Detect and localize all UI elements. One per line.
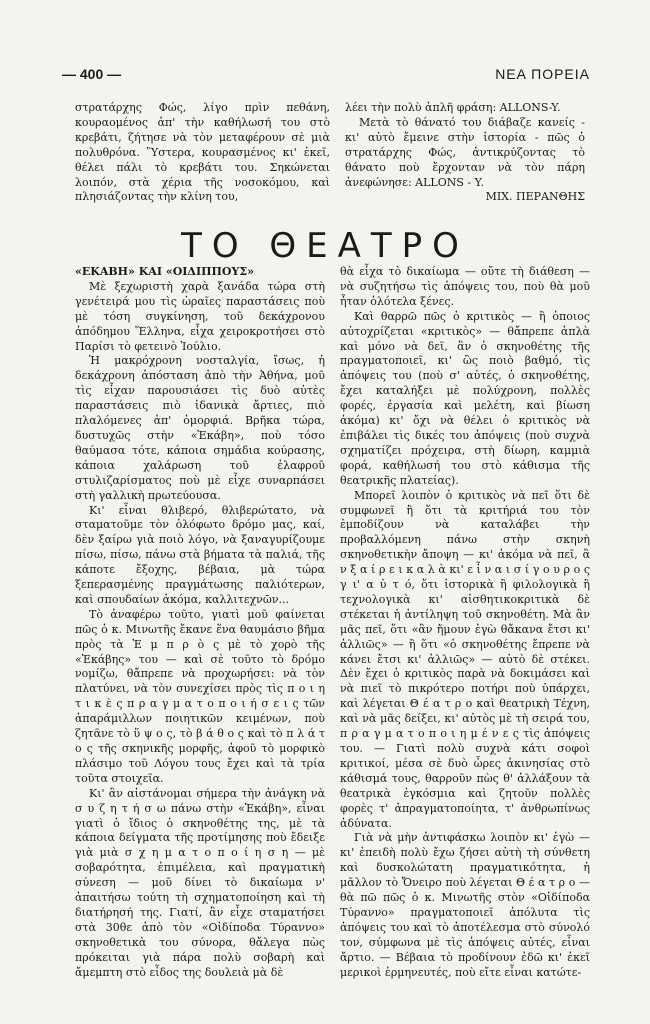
section-title: ΤΟ ΘΕΑΤΡΟ (181, 226, 469, 266)
author-signature: ΜΙΧ. ΠΕΡΑΝΘΗΣ (485, 190, 585, 204)
paragraph: στρατάρχης Φώς, λίγο πρὶν πεθάνη, κουραομένος ἀπ' τὴν καθήλωσή του στὸ κρεβάτι, ζήτησε νὰ τὸν μεταφέρουν σὲ μιὰ πολυθρόνα. Ὕστερα, κουρασμένος κι' ἐκεῖ, θέλει πάλι τὸ κρεβάτι του. Σηκώνεται λοιπόν, στὰ χέρια τῆς νοσοκόμου, καὶ πλησιάζοντας τὴν κλίνη του, (75, 101, 330, 204)
main-left-column (75, 265, 325, 981)
paragraph: Τὸ ἀναφέρω τοῦτο, γιατὶ μοῦ φαίνεται πῶς ὁ κ. Μινωτῆς ἔκανε ἕνα θαυμάσιο βῆμα πρὸς τὰ Ἐ μ π ρ ὸ ς μὲ τὸ χορὸ τῆς «Ἑκάβης» του — καὶ σὲ τοῦτο τὸ δρόμο νομίζω, θἄπρεπε νὰ προχωρήσει: νὰ τὸν πλατύνει, νὰ τὸν συνεχίσει πρὸς τὶς π ο ι η τ ι κ ὲ ς π ρ α γ μ α τ ο π ο ι ή σ ε ι ς τῶν ἀπαράμιλλων ποιητικῶν κειμένων, ποὺ ζητᾶνε τὸ ὕ ψ ο ς, τὸ β ά θ ο ς καὶ τὸ π λ ά τ ο ς τῆς σκηνικῆς μορφῆς, ἀφοῦ τὸ μορφικὸ πλάσιμο τοῦ Λόγου τους ἔχει καὶ τὰ τρία τοῦτα στοιχεῖα. (75, 607, 325, 785)
journal-title: ΝΕΑ ΠΟΡΕΙΑ (495, 66, 590, 82)
paragraph: λέει τὴν πολὺ ἁπλῆ φράση: ALLONS-Y. (345, 101, 561, 114)
paragraph: Γιὰ νὰ μὴν ἀντιφάσκω λοιπὸν κι' ἐγὼ — κι' ἐπειδὴ πολὺ ἔχω ζήσει αὐτὴ τὴ σύνθετη καὶ δυσκολώτατη πραγματικότητα, ἡ μᾶλλον τὸ Ὄνειρο ποὺ λέγεται Θ έ α τ ρ ο — θὰ πῶ πῶς ὁ κ. Μινωτῆς στὸν «Οἰδίποδα Τύραννο» πραγματοποιεῖ ἀπόλυτα τὶς ἀπόψεις του καὶ τὸ ἀποτέλεσμα στὸ σύνολό τον, σύμφωνα μὲ τὶς ἀπόψεις αὐτές, εἶναι ἄρτιο. — Βέβαια τὸ προδίνουν ἐδῶ κι' ἐκεῖ μερικοὶ ἑρμηνευτές, ποὺ εἴτε εἶναι κατώτε- (340, 831, 590, 979)
paragraph: Μετὰ τὸ θάνατό του διάβαζε κανείς - κι' αὐτὸ ἔμεινε στὴν ἱστορία - πῶς ὁ στρατάρχης Φώς, ἀντικρύζοντας τὸ θάνατο ποὺ ἔρχονταν νὰ τὸν πάρη ἀνεφώνησε: ALLONS - Y. (345, 115, 585, 189)
top-left-column (75, 101, 330, 205)
paragraph: Ἡ μακρόχρονη νοσταλγία, ἴσως, ἡ δεκάχρονη ἀπόσταση ἀπὸ τὴν Ἀθήνα, μοῦ τὶς εἶχαν παρουσιάσει τὶς δυὸ αὐτὲς παραστάσεις πιὸ ἰδανικὰ ἄρτιες, πιὸ πλαλόμενες ἀπ' ὁμορφιά. Βρῆκα τώρα, δυστυχῶς στὴν «Ἑκάβη», ποὺ τόσο θαύμασα τότε, κάποια σημάδια κούρασης, κάποια χαλάρωση τοῦ ἐλαφροῦ στυλιζαρίσματος ποὺ μὲ εἶχε συναρπάσει στὴ γαλλικὴ πρωτεύουσα. (75, 354, 325, 502)
paragraph: Κι' ἂν αἰστάνομαι σήμερα τὴν ἀνάγκη νὰ σ υ ζ η τ ή σ ω πάνω στὴν «Ἑκάβη», εἶναι γιατὶ ὁ ἴδιος ὁ σκηνοθέτης της, μὲ τὰ κάποια δείγματα τῆς προτίμησης ποὺ ἔδειξε γιὰ μιὰ σ χ η μ α τ ο π ο ί η σ η — μὲ σοβαρότητα, ἐπιμέλεια, καὶ πραγματικὴ σύνεση — μοῦ δίνει τὸ δικαίωμα ν' ἀπαιτήσω τούτη τὴ σχηματοποίηση καὶ τὴ διατήρησή της. Γιατί, ἂν εἶχε σταματήσει στὰ 30θε ἀπὸ τὸν «Οἰδίποδα Τύραννο» σκηνοθετικὰ του σύνορα, θἄλεγα πὼς πρόκειται γιὰ πάρα πολὺ σοβαρὴ καὶ ἄμεμπτη στὸ εἶδος της δουλειὰ μὰ δὲ (75, 786, 325, 979)
main-right-column (340, 265, 590, 981)
paragraph: Κι' εἶναι θλιβερό, θλιβερώτατο, νὰ σταματοῦμε τὸν ὁλόφωτο δρόμο μας, καί, δὲν ξαίρω γιὰ ποιὸ λόγο, νὰ ξαναγυρίζουμε πίσω, πίσω, πάνω στὰ βήματα τὰ παλιά, τῆς κάποτε ἔξοχης, βέβαια, μὰ τώρα ξεπερασμένης πραγμάτωσης παλιότερων, καὶ σπουδαίων ἀκόμα, καλλιτεχνῶν... (75, 503, 325, 606)
paragraph: Μὲ ξεχωριστὴ χαρὰ ξανάδα τώρα στὴ γενέτειρά μου τὶς ὡραῖες παραστάσεις ποὺ μὲ τόση συγκίνηση, τοῦ δεκάχρονου ἀπόδημου Ἕλληνα, εἶχα χειροκροτήσει στὸ Παρίσι τὸ φετεινὸ Ἰούλιο. (75, 279, 325, 353)
top-right-column (345, 101, 585, 205)
page-header (62, 66, 590, 86)
paragraph: θὰ εἶχα τὸ δικαίωμα — οὔτε τὴ διάθεση — νὰ συζητήσω τὶς ἀπόψεις του, ποὺ θὰ μοῦ ἦταν ὁλότελα ξένες. (340, 265, 590, 308)
article-heading: «ΕΚΑΒΗ» ΚΑΙ «ΟΙΔΙΠΠΟΥΣ» (75, 265, 254, 278)
paragraph: Μπορεῖ λοιπὸν ὁ κριτικὸς νὰ πεῖ ὅτι δὲ συμφωνεῖ ἢ ὅτι τὰ κριτήριά του τὸν ἐμποδίζουν νὰ καταλάβει τὴν προβαλλόμενη πάνω στὴν σκηνὴ σκηνοθετικὴν ἄποψη — κι' ἀκόμα νὰ πεῖ, ἂ ν ξ α ί ρ ε ι κ α λ ὰ κι' ε ἶ ν α ι σ ί γ ο υ ρ ο ς γ ι' α ὐ τ ό, ὅτι ἱστορικὰ ἢ φιλολογικὰ ἢ τεχνολογικὰ κι' αἰσθητικοκριτικὰ δὲ στέκεται ἡ ἀντίληψη τοῦ σκηνοθέτη. Μὰ ἂν μᾶς πεῖ, ὅτι «ἂν ἤμουν ἐγὼ θἄκανα ἔτσι κι' ἀλλιῶς» — ἢ ὅτι «ὁ σκηνοθέτης ἔπρεπε νὰ κάνει ἔτσι κι' ἀλλιῶς» — αὐτὸ δὲ στέκει. Δὲν ἔχει ὁ κριτικὸς παρὰ νὰ δοκιμάσει καὶ νὰ πιεῖ τὸ πικρότερο ποτήρι ποὺ ὑπάρχει, καὶ λέγεται Θ έ α τ ρ ο καὶ θεατρικὴ Τέχνη, καὶ νὰ μᾶς δείξει, κι' αὐτὸς μὲ τὴ σειρά του, π ρ α γ μ α τ ο π ο ι η μ έ ν ε ς τὶς ἀπόψεις του. — Γιατὶ πολὺ συχνὰ κάτι σοφοὶ κριτικοί, μέσα σὲ δυὸ ὧρες ἀκινησίας στὸ κάθισμά τους, θαρροῦν πὼς θ' ἀλλάξουν τὰ θεατρικὰ ἐγκόσμια καὶ ζητοῦν πολλὲς φορὲς τ' ἀπραγματοποίητα, τ' ἀνθρωπίνως ἀδύνατα. (340, 488, 590, 830)
paragraph: Καὶ θαρρῶ πῶς ὁ κριτικὸς — ἢ ὁποιος αὐτοχρίζεται «κριτικὸς» — θἄπρεπε ἁπλὰ καὶ μόνο νὰ δεῖ, ἂν ὁ σκηνοθέτης τῆς πραγματοποιεῖ, κι' ὢς ποιὸ βαθμό, τὶς ἀπόψεις του (ποὺ σ' αὐτές, ὁ σκηνοθέτης, ἔχει καταλήξει μὲ πολύχρονη, πολλὲς φορές, ἐργασία καὶ μελέτη, καὶ βίωση ἀκόμα) κι' ὄχι νὰ θέλει ὁ κριτικὸς νὰ ἐπιβάλει τὶς δικές του ἀπόψεις (ποὺ συχνὰ σχηματίζει πρόχειρα, στὴ δίωρη, καμμιὰ φορά, καθήλωσή του στὸ κάθισμα τῆς θεατρικῆς πλατείας). (340, 309, 590, 487)
page-number: — 400 — (62, 66, 122, 82)
